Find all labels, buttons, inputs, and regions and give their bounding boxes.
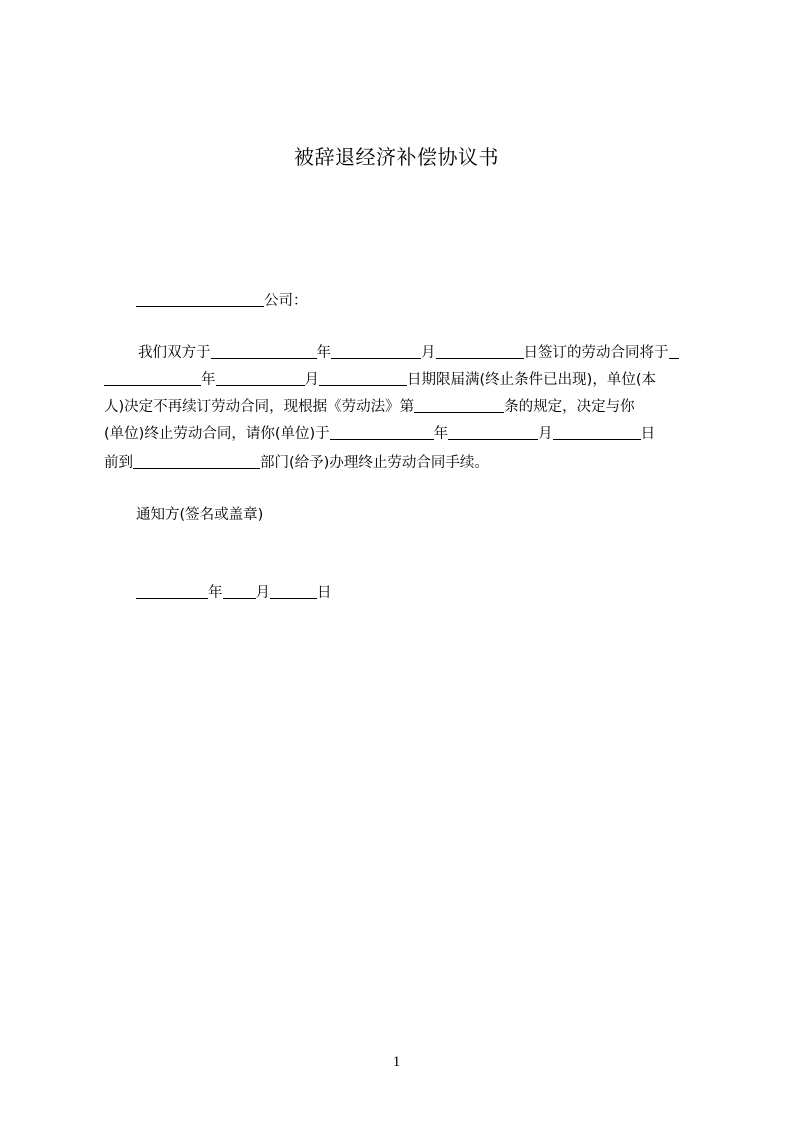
date-blank[interactable] xyxy=(104,370,201,386)
day-label: 日 xyxy=(317,585,332,601)
body-text: 条的规定，决定与你 xyxy=(504,399,635,415)
body-line-2 xyxy=(104,367,699,394)
body-text: 月 xyxy=(304,372,319,388)
month-blank[interactable] xyxy=(223,583,256,599)
date-blank[interactable] xyxy=(216,370,305,386)
body-text: 月 xyxy=(421,345,436,361)
date-blank[interactable] xyxy=(553,424,641,440)
body-line-1 xyxy=(104,340,699,367)
body-text: 日 xyxy=(640,426,656,442)
body-text: (单位)终止劳动合同，请你(单位)于 xyxy=(104,426,330,442)
body-text: 人)决定不再续订劳动合同，现根据《劳动法》第 xyxy=(104,399,415,415)
body-text: 前到 xyxy=(104,455,133,471)
body-text: 我们双方于 xyxy=(138,345,211,361)
department-blank[interactable] xyxy=(133,453,260,469)
body-text: 日期限届满(终止条件已出现)，单位(本 xyxy=(407,372,656,388)
year-label: 年 xyxy=(208,585,223,601)
signature-label: 通知方(签名或盖章) xyxy=(136,507,264,523)
body-text: 年 xyxy=(316,345,331,361)
addressee-line xyxy=(136,288,308,314)
body-text: 年 xyxy=(433,426,449,442)
body-text: 年 xyxy=(201,372,216,388)
addressee-suffix: 公司： xyxy=(264,293,308,309)
body-line-5 xyxy=(104,450,699,477)
body-line-4 xyxy=(104,421,699,448)
date-blank[interactable] xyxy=(211,343,317,359)
body-text: 日签订的劳动合同将于 xyxy=(523,345,669,361)
date-blank[interactable] xyxy=(436,343,524,359)
date-blank[interactable] xyxy=(331,343,421,359)
date-blank[interactable] xyxy=(448,424,538,440)
document-title: 被辞退经济补偿协议书 xyxy=(294,145,499,169)
company-blank[interactable] xyxy=(136,291,264,307)
page-number: 1 xyxy=(392,1054,401,1070)
body-text: 部门(给予)办理终止劳动合同手续。 xyxy=(260,455,489,471)
date-blank[interactable] xyxy=(319,370,407,386)
date-line xyxy=(136,580,332,606)
date-blank[interactable] xyxy=(330,424,434,440)
day-blank[interactable] xyxy=(270,583,317,599)
date-blank[interactable] xyxy=(669,343,679,359)
year-blank[interactable] xyxy=(136,583,208,599)
body-text: 月 xyxy=(538,426,553,442)
month-label: 月 xyxy=(255,585,270,601)
article-blank[interactable] xyxy=(414,397,504,413)
body-line-3 xyxy=(104,394,699,421)
